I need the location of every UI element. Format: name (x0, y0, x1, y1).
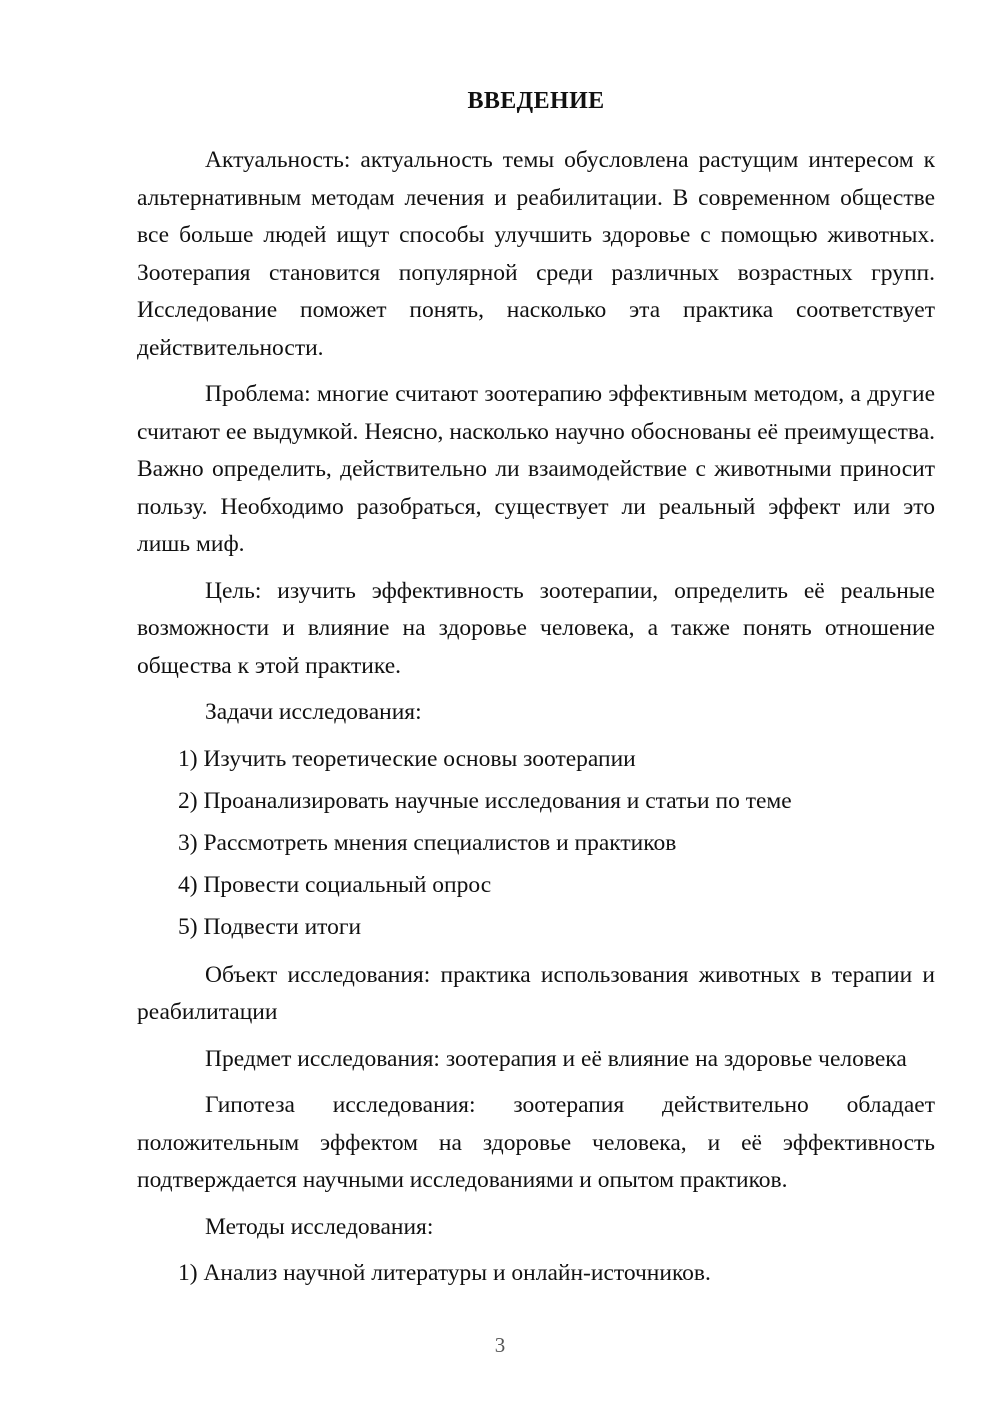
paragraph-goal: Цель: изучить эффективность зоотерапии, определить её реальные возможности и влияние на здоровье человека, а также понять отношение общества к этой практике. (137, 577, 935, 679)
paragraph-subject: Предмет исследования: зоотерапия и её влияние на здоровье человека (205, 1045, 907, 1072)
heading-tasks: Задачи исследования: (205, 699, 422, 725)
methods-list (137, 1255, 935, 1297)
page-title: ВВЕДЕНИЕ (467, 88, 605, 114)
page-number: 3 (494, 1333, 506, 1357)
tasks-list (137, 741, 935, 951)
heading-methods: Методы исследования: (205, 1213, 434, 1240)
paragraph-hypothesis: Гипотеза исследования: зоотерапия действительно обладает положительным эффектом на здоровье человека, и её эффективность подтверждается научными исследованиями и опытом практиков. (137, 1092, 935, 1193)
document-body (137, 86, 935, 1303)
list-item: 5) Подвести итоги (178, 913, 362, 940)
paragraph-relevance: Актуальность: актуальность темы обусловлена растущим интересом к альтернативным методам лечения и реабилитации. В современном обществе все больше людей ищут способы улучшить здоровье с помощью животных. Зоотерапия становится популярной среди различных возрастных групп. Исследование поможет понять, насколько эта практика соответствует действительности. (137, 147, 935, 361)
list-item: 3) Рассмотреть мнения специалистов и практиков (178, 829, 677, 856)
list-item: 4) Провести социальный опрос (178, 871, 492, 898)
list-item: 1) Изучить теоретические основы зоотерапии (178, 745, 636, 772)
list-item: 2) Проанализировать научные исследования и статьи по теме (178, 787, 792, 814)
paragraph-object: Объект исследования: практика использования животных в терапии и реабилитации (137, 961, 935, 1025)
list-item: 1) Анализ научной литературы и онлайн-источников. (178, 1260, 711, 1286)
paragraph-problem: Проблема: многие считают зоотерапию эффективным методом, а другие считают ее выдумкой. Неясно, насколько научно обоснованы её преимущества. Важно определить, действительно ли взаимодействие с животными приносит пользу. Необходимо разобраться, существует ли реальный эффект или это лишь миф. (137, 381, 935, 557)
